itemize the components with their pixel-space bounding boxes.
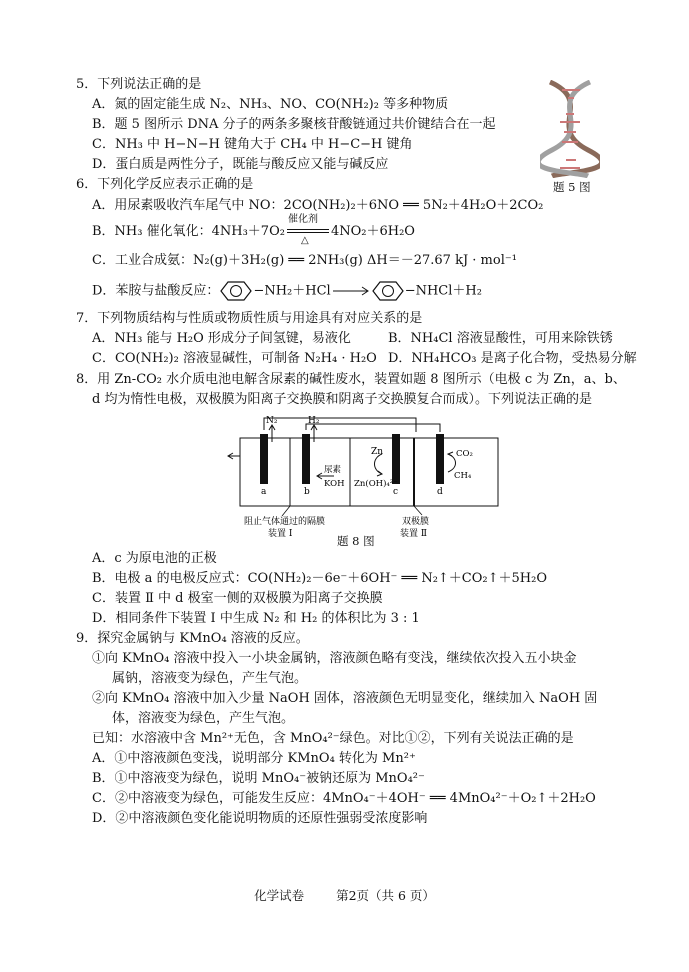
q6-d-mid: −NH₂＋HCl (253, 283, 331, 299)
electrode-b (302, 434, 310, 484)
label-h2: H₂ (308, 416, 320, 426)
label-zn: Zn (371, 447, 384, 457)
q6-b-heat: △ (300, 235, 309, 246)
q9-exp2-line2: 体，溶液变为绿色，产生气泡。 (112, 711, 295, 726)
q5-option-c: C．NH₃ 中 H−N−H 键角大于 CH₄ 中 H−C−H 键角 (92, 137, 413, 152)
label-urea: 尿素 (324, 465, 342, 475)
q6-option-d (92, 280, 482, 302)
label-n2: N₂ (266, 416, 278, 426)
q9-exp1-line1: ①向 KMnO₄ 溶液中投入一小块金属钠，溶液颜色略有变浅，继续依次投入五小块金 (92, 651, 577, 666)
q9-option-c: C．②中溶液变为绿色，可能发生反应：4MnO₄⁻＋4OH⁻ ══ 4MnO₄²⁻＋O₂↑＋2H₂O (92, 791, 596, 806)
label-membrane: 阻止气体通过的隔膜 (244, 517, 326, 527)
electrode-a (260, 434, 268, 484)
q5-option-a: A．氮的固定能生成 N₂、NH₃、NO、CO(NH₂)₂ 等多种物质 (92, 97, 449, 112)
q9-stem: 9．探究金属钠与 KMnO₄ 溶液的反应。 (76, 631, 309, 646)
q5-option-d: D．蛋白质是两性分子，既能与酸反应又能与碱反应 (92, 157, 389, 172)
footer-subject: 化学试卷 (254, 888, 305, 903)
q7-option-b: B．NH₄Cl 溶液显酸性，可用来除铁锈 (388, 331, 613, 346)
q6-d-suffix: −NHCl＋H₂ (404, 283, 482, 299)
q6-option-c: C．工业合成氨：N₂(g)＋3H₂(g) ══ 2NH₃(g) ΔH＝－27.67 kJ · mol⁻¹ (92, 253, 517, 268)
q9-known: 已知：水溶液中含 Mn²⁺无色，含 MnO₄²⁻绿色。对比①②，下列有关说法正确的是 (92, 731, 574, 746)
q8-option-d: D．相同条件下装置 Ⅰ 中生成 N₂ 和 H₂ 的体积比为 3 : 1 (92, 611, 420, 626)
q5-option-b: B．题 5 图所示 DNA 分子的两条多聚核苷酸链通过共价键结合在一起 (92, 117, 496, 132)
q6-b-prefix: B．NH₃ 催化氧化：4NH₃＋7O₂ (92, 224, 285, 239)
q6-option-a: A．用尿素吸收汽车尾气中 NO：2CO(NH₂)₂＋6NO ══ 5N₂＋4H₂O＋2CO₂ (92, 198, 544, 213)
label-a: a (261, 487, 267, 497)
q8-stem-line1: 8．用 Zn-CO₂ 水介质电池电解含尿素的碱性废水，装置如题 8 图所示（电极 c 为 Zn，a、b、 (76, 372, 626, 387)
q9-exp2-line1: ②向 KMnO₄ 溶液中加入少量 NaOH 固体，溶液颜色无明显变化，继续加入 NaOH 固 (92, 691, 598, 706)
q7-option-a: A．NH₃ 能与 H₂O 形成分子间氢键，易液化 (92, 331, 351, 346)
q5-figure-caption: 题 5 图 (553, 180, 591, 194)
q9-option-a: A．①中溶液颜色变浅，说明部分 KMnO₄ 转化为 Mn²⁺ (92, 751, 416, 766)
q6-d-prefix: D．苯胺与盐酸反应： (92, 283, 220, 299)
q8-option-b: B．电极 a 的电极反应式：CO(NH₂)₂－6e⁻＋6OH⁻ ══ N₂↑＋CO₂↑＋5H₂O (92, 571, 547, 586)
label-device1: 装置 Ⅰ (268, 529, 293, 539)
benzene-ring-icon (219, 280, 253, 302)
electrode-d (436, 434, 444, 484)
electrolysis-apparatus-diagram (226, 412, 516, 540)
label-co2: CO₂ (456, 449, 473, 459)
electrode-c (392, 434, 400, 484)
q8-option-a: A．c 为原电池的正极 (92, 551, 217, 566)
benzene-ring-icon (371, 280, 405, 302)
q7-option-d: D．NH₄HCO₃ 是离子化合物，受热易分解 (388, 351, 637, 366)
label-b: b (304, 487, 310, 497)
label-d: d (437, 487, 443, 497)
q8-stem-line2: d 均为惰性电极，双极膜为阳离子交换膜和阴离子交换膜复合而成）。下列说法正确的是 (92, 392, 592, 407)
label-bipolar: 双极膜 (402, 517, 430, 527)
label-c: c (393, 487, 399, 497)
label-device2: 装置 Ⅱ (400, 529, 427, 539)
q6-b-catalyst: 催化剂 (287, 214, 318, 225)
q6-stem: 6．下列化学反应表示正确的是 (76, 177, 254, 192)
q6-b-suffix: 4NO₂＋6H₂O (330, 224, 415, 239)
q9-exp1-line2: 属钠，溶液变为绿色，产生气泡。 (112, 671, 308, 686)
q6-b-arrow (285, 214, 331, 246)
q7-stem: 7．下列物质结构与性质或物质性质与用途具有对应关系的是 (76, 311, 423, 326)
q9-option-b: B．①中溶液变为绿色，说明 MnO₄⁻被钠还原为 MnO₄²⁻ (92, 771, 425, 786)
footer-page-number: 第2页（共 6 页） (336, 888, 435, 903)
reaction-arrow-icon (331, 286, 371, 296)
q8-figure-caption: 题 8 图 (337, 534, 375, 548)
dna-helix-figure (540, 80, 600, 178)
label-znoh: Zn(OH)₄²⁻ (354, 479, 398, 489)
label-koh: KOH (324, 479, 345, 489)
q9-option-d: D．②中溶液颜色变化能说明物质的还原性强弱受浓度影响 (92, 811, 428, 826)
q8-option-c: C．装置 Ⅱ 中 d 极室一侧的双极膜为阳离子交换膜 (92, 591, 383, 606)
q6-option-b (92, 214, 415, 246)
q5-stem: 5．下列说法正确的是 (76, 77, 202, 92)
q7-option-c: C．CO(NH₂)₂ 溶液显碱性，可制备 N₂H₄ · H₂O (92, 351, 377, 366)
label-ch4: CH₄ (454, 471, 472, 481)
page-footer (0, 886, 689, 904)
